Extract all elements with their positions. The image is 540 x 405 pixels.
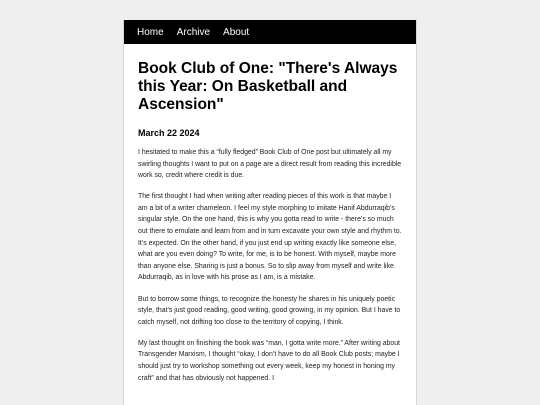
nav-home-link[interactable]: Home <box>137 26 164 38</box>
nav-about-link[interactable]: About <box>223 26 250 38</box>
post-paragraph-4: My last thought on finishing the book was “man, I gotta write more.” After writing about Transgender Marxism, I thought “okay, I don’t have to do all Book Club posts; maybe I should just try to workshop something out every week, keep my honest in honing my craft” and that has obviously not happened. I <box>138 339 400 382</box>
post-paragraph-3: But to borrow some things, to recognize the honesty he shares in his uniquely poetic style, that’s just good reading, good writing, good growing, in my opinion. But I have to catch myself, not drifting too close to the territory of copying, I think. <box>138 295 401 326</box>
post-paragraph-1: I hesitated to make this a “fully fledged” Book Club of One post but ultimately all my swirling thoughts I want to put on a page are a direct result from reading this incredible work so, credit where credit is due. <box>138 149 402 180</box>
nav-archive-link[interactable]: Archive <box>176 26 211 38</box>
post-date: March 22 2024 <box>138 128 200 138</box>
top-navbar <box>124 20 416 44</box>
post-title: Book Club of One: "There's Always this Year: On Basketball and Ascension" <box>138 60 398 113</box>
post-paragraph-2: The first thought I had when writing after reading pieces of this work is that maybe I am a bit of a writer chameleon. I feel my style morphing to imitate Hanif Abdurraqib’s singular style. On the one hand, this is why you gotta read to write - there’s so much out there to emulate and learn from and in turn excavate your own style and rhythm to. It’s expected. On the other hand, if you just end up writing exactly like someone else, what are you even doing? To write, for me, is to be honest. With myself, maybe more than anyone else. Sharing is just a bonus. So to slip away from myself and write like Abdurraqib, as in love with his prose as I am, is a mistake. <box>138 193 402 282</box>
page-container <box>123 20 417 405</box>
post-article <box>124 60 416 384</box>
